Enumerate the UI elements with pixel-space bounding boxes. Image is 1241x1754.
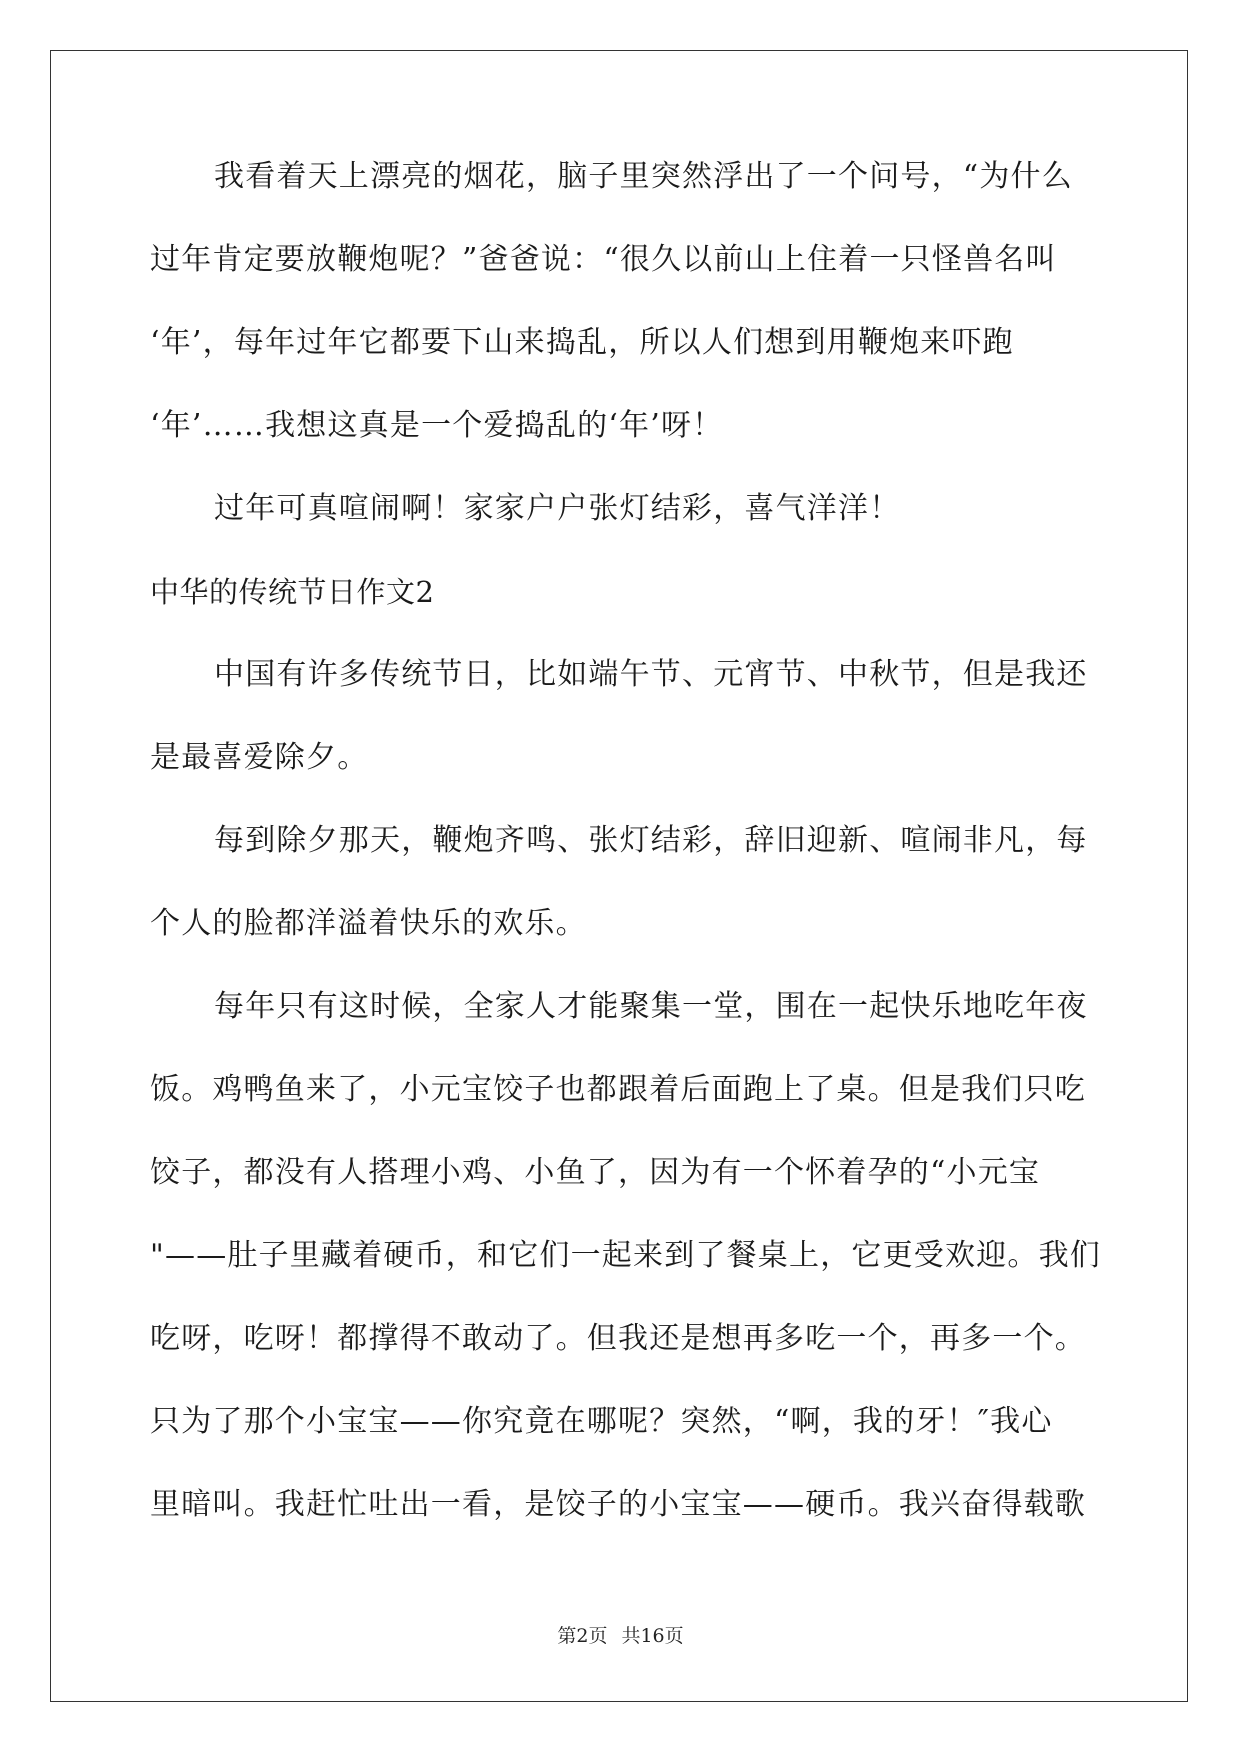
paragraph-line: 过年可真喧闹啊！家家户户张灯结彩，喜气洋洋！ <box>214 491 901 526</box>
paragraph-line: 中国有许多传统节日，比如端午节、元宵节、中秋节，但是我还 <box>214 657 1088 692</box>
page-footer <box>0 1624 1241 1648</box>
paragraph-line: 只为了那个小宝宝——你究竟在哪呢？突然，“啊，我的牙！″我心 <box>150 1404 1053 1439</box>
paragraph-line: 我看着天上漂亮的烟花，脑子里突然浮出了一个问号，“为什么 <box>214 159 1073 194</box>
paragraph-line: 里暗叫。我赶忙吐出一看，是饺子的小宝宝——硬币。我兴奋得载歌 <box>150 1487 1086 1522</box>
paragraph-line: 饭。鸡鸭鱼来了，小元宝饺子也都跟着后面跑上了桌。但是我们只吃 <box>150 1072 1086 1107</box>
paragraph-line: ‘年’，每年过年它都要下山来捣乱，所以人们想到用鞭炮来吓跑 <box>150 325 1014 360</box>
paragraph-line: 是最喜爱除夕。 <box>150 740 369 775</box>
paragraph-line: 饺子，都没有人搭理小鸡、小鱼了，因为有一个怀着孕的“小元宝 <box>150 1155 1041 1190</box>
paragraph-line: "——肚子里藏着硬币，和它们一起来到了餐桌上，它更受欢迎。我们 <box>150 1238 1101 1273</box>
paragraph-line: ‘年’……我想这真是一个爱捣乱的‘年’呀！ <box>150 408 724 443</box>
paragraph-line: 每年只有这时候，全家人才能聚集一堂，围在一起快乐地吃年夜 <box>214 989 1088 1024</box>
total-pages: 共16页 <box>621 1625 684 1647</box>
paragraph-line: 每到除夕那天，鞭炮齐鸣、张灯结彩，辞旧迎新、喧闹非凡，每 <box>214 823 1088 858</box>
document-body <box>150 155 1101 1566</box>
section-heading: 中华的传统节日作文2 <box>150 575 435 609</box>
paragraph-line: 个人的脸都洋溢着快乐的欢乐。 <box>150 906 587 941</box>
page-number: 第2页 <box>557 1625 608 1647</box>
paragraph-line: 吃呀，吃呀！都撑得不敢动了。但我还是想再多吃一个，再多一个。 <box>150 1321 1086 1356</box>
paragraph-line: 过年肯定要放鞭炮呢？”爸爸说：“很久以前山上住着一只怪兽名叫 <box>150 242 1057 277</box>
